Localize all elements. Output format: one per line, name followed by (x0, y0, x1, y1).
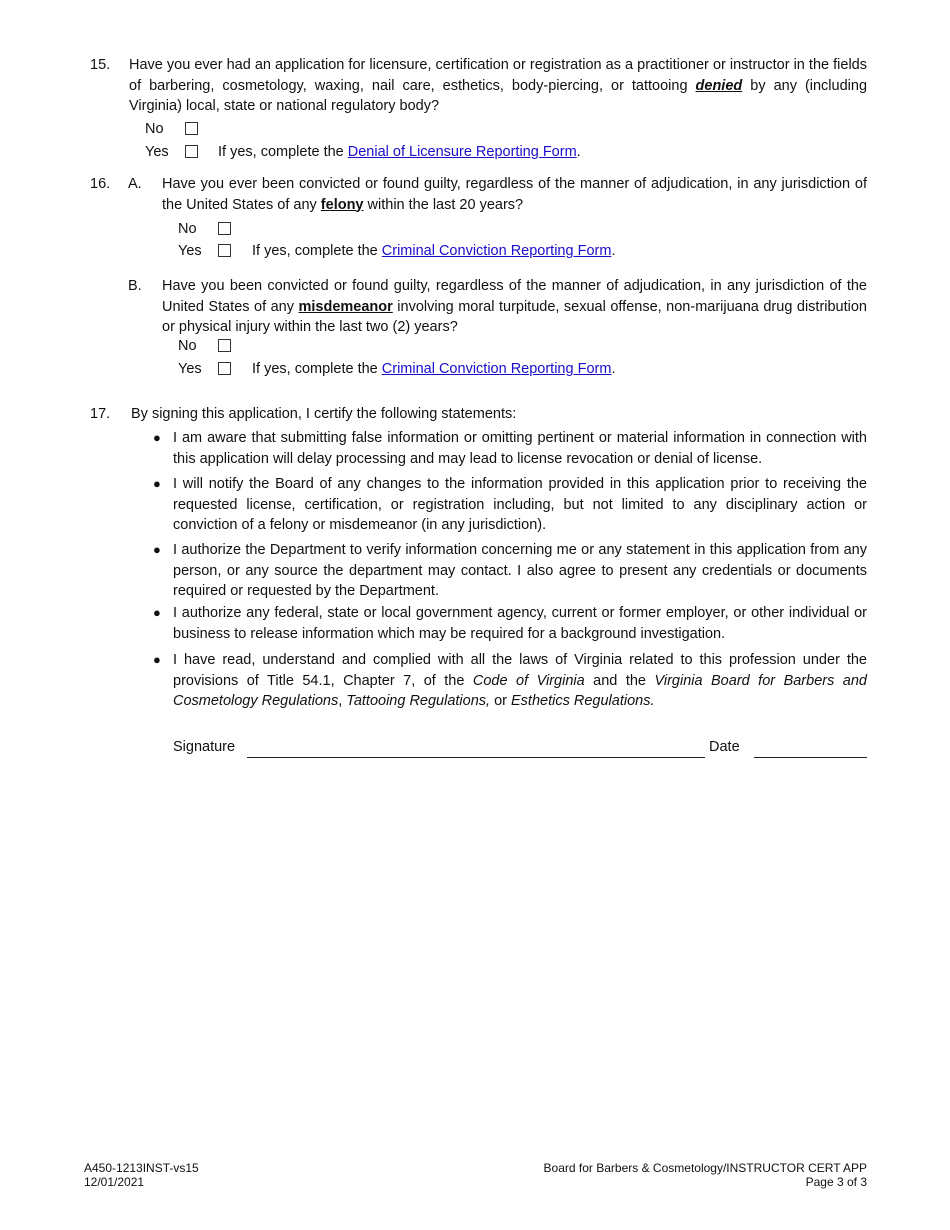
bullet-dot-1: ● (153, 430, 161, 445)
q16b-emphasis: misdemeanor (298, 298, 393, 315)
bullet-dot-3: ● (153, 542, 161, 557)
q16b-text: Have you been convicted or found guilty, regardless of the manner of adjudication, in any jurisdiction of the United States of any misdemeanor involving moral turpitude, sexual offense, non-marijuana drug distribution or physical injury within the last two (2) years? (162, 278, 868, 335)
signature-label: Signature (173, 739, 236, 755)
q16a-yes-label: Yes (178, 243, 202, 259)
form-date: 12/01/2021 (84, 1175, 145, 1189)
page-number: Page 3 of 3 (805, 1175, 867, 1189)
date-label: Date (709, 739, 740, 755)
q15-emphasis: denied (695, 77, 743, 94)
criminal-conviction-link-b[interactable]: Criminal Conviction Reporting Form (381, 361, 612, 377)
q17-bullet-3: I authorize the Department to verify information concerning me or any statement in this application from any person, or any source the department may contact. I also agree to present any credentials or documents required or requested by the Department. (173, 542, 867, 599)
q15-no-checkbox[interactable] (185, 122, 198, 135)
q17-bullet-5: I have read, understand and complied with all the laws of Virginia related to this profession under the provisions of Title 54.1, Chapter 7, of the Code of Virginia and the Virginia Board for Barbers and Cosmetology Regulations, Tattooing Regulations, or Esthetics Regulations. (173, 652, 867, 709)
bullet-dot-4: ● (153, 605, 161, 620)
q16a-emphasis: felony (320, 196, 364, 213)
q16b-letter: B. (128, 278, 142, 294)
board-title: Board for Barbers & Cosmetology/INSTRUCTOR CERT APP (543, 1161, 867, 1175)
q16a-no-label: No (178, 221, 197, 237)
q17-bullet-2: I will notify the Board of any changes to the information provided in this application prior to receiving the requested license, certification, or registration including, but not limited to any disciplinary action or conviction of a felony or misdemeanor (in any jurisdiction). (173, 476, 867, 533)
q15-yes-label: Yes (145, 144, 169, 160)
q16b-no-checkbox[interactable] (218, 339, 231, 352)
q16b-no-label: No (178, 338, 197, 354)
signature-line[interactable] (247, 757, 705, 758)
q17-number: 17. (90, 406, 111, 422)
q17-bullet-1: I am aware that submitting false information or omitting pertinent or material information in connection with this application will delay processing and may lead to license revocation or denial of license. (173, 430, 867, 467)
q15-text: Have you ever had an application for licensure, certification or registration as a practitioner or instructor in the fields of barbering, cosmetology, waxing, nail care, esthetics, body-piercing, or tattooing denied by any (including Virginia) local, state or national regulatory body? (129, 57, 868, 114)
q16a-no-checkbox[interactable] (218, 222, 231, 235)
bullet-dot-5: ● (153, 652, 161, 667)
q16a-yes-checkbox[interactable] (218, 244, 231, 257)
q15-if-yes: If yes, complete the Denial of Licensure Reporting Form. (218, 144, 581, 160)
denial-of-licensure-link[interactable]: Denial of Licensure Reporting Form (347, 144, 577, 160)
q15-number: 15. (90, 57, 111, 73)
q17-bullet-4: I authorize any federal, state or local government agency, current or former employer, or other individual or business to release information which may be required for a background investigation. (173, 605, 867, 642)
q16b-yes-label: Yes (178, 361, 202, 377)
date-line[interactable] (754, 757, 867, 758)
q16a-if-yes: If yes, complete the Criminal Conviction Reporting Form. (252, 243, 616, 259)
q16a-text: Have you ever been convicted or found guilty, regardless of the manner of adjudication, in any jurisdiction of the United States of any felony within the last 20 years? (162, 176, 867, 213)
q17-intro: By signing this application, I certify the following statements: (131, 406, 517, 422)
criminal-conviction-link-a[interactable]: Criminal Conviction Reporting Form (381, 243, 612, 259)
q16-number: 16. (90, 176, 111, 192)
q16a-letter: A. (128, 176, 142, 192)
q16b-yes-checkbox[interactable] (218, 362, 231, 375)
q15-no-label: No (145, 121, 164, 137)
form-id: A450-1213INST-vs15 (84, 1161, 199, 1175)
bullet-dot-2: ● (153, 476, 161, 491)
q16b-if-yes: If yes, complete the Criminal Conviction Reporting Form. (252, 361, 616, 377)
q15-yes-checkbox[interactable] (185, 145, 198, 158)
